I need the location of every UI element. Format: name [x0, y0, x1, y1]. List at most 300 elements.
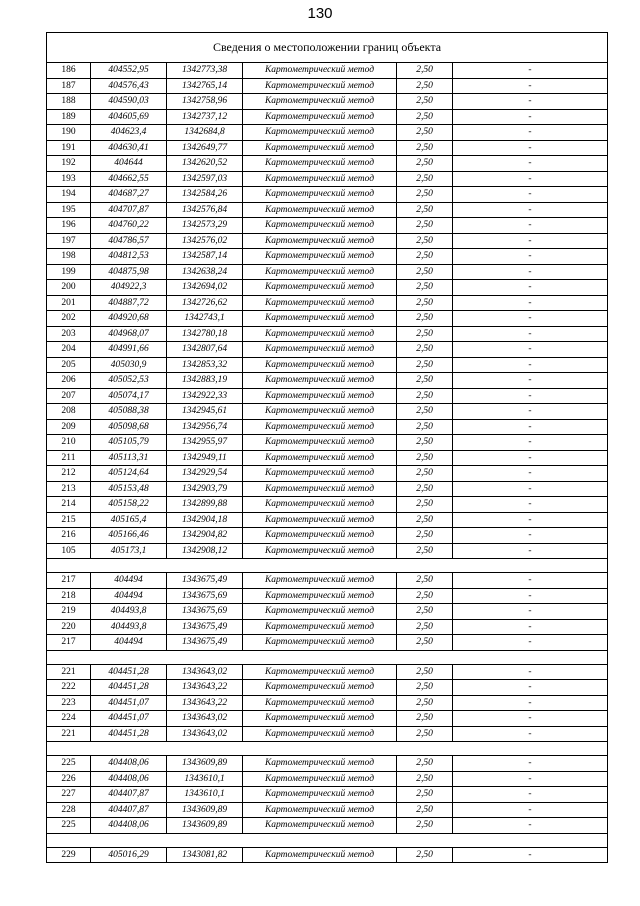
note-cell: -	[453, 342, 608, 358]
table-row	[47, 388, 608, 404]
y-coordinate-cell: 1342587,14	[167, 249, 243, 265]
point-number-cell: 207	[47, 388, 91, 404]
table-row	[47, 787, 608, 803]
accuracy-cell: 2,50	[397, 680, 453, 696]
accuracy-cell: 2,50	[397, 109, 453, 125]
note-cell: -	[453, 295, 608, 311]
y-coordinate-cell: 1343675,69	[167, 604, 243, 620]
table-row	[47, 802, 608, 818]
x-coordinate-cell: 404662,55	[91, 171, 167, 187]
accuracy-cell: 2,50	[397, 419, 453, 435]
x-coordinate-cell: 404623,4	[91, 125, 167, 141]
table-row	[47, 342, 608, 358]
x-coordinate-cell: 404494	[91, 588, 167, 604]
method-cell: Картометрический метод	[243, 373, 397, 389]
y-coordinate-cell: 1342922,33	[167, 388, 243, 404]
point-number-cell: 224	[47, 711, 91, 727]
point-number-cell: 228	[47, 802, 91, 818]
note-cell: -	[453, 63, 608, 79]
note-cell: -	[453, 202, 608, 218]
note-cell: -	[453, 543, 608, 559]
accuracy-cell: 2,50	[397, 264, 453, 280]
x-coordinate-cell: 404887,72	[91, 295, 167, 311]
accuracy-cell: 2,50	[397, 171, 453, 187]
point-number-cell: 198	[47, 249, 91, 265]
table-row	[47, 543, 608, 559]
accuracy-cell: 2,50	[397, 140, 453, 156]
y-coordinate-cell: 1342765,14	[167, 78, 243, 94]
point-number-cell: 208	[47, 404, 91, 420]
table-title: Сведения о местоположении границ объекта	[47, 33, 608, 63]
accuracy-cell: 2,50	[397, 156, 453, 172]
y-coordinate-cell: 1342737,12	[167, 109, 243, 125]
y-coordinate-cell: 1342904,18	[167, 512, 243, 528]
x-coordinate-cell: 404407,87	[91, 802, 167, 818]
y-coordinate-cell: 1342726,62	[167, 295, 243, 311]
method-cell: Картометрический метод	[243, 264, 397, 280]
x-coordinate-cell: 405124,64	[91, 466, 167, 482]
method-cell: Картометрический метод	[243, 466, 397, 482]
method-cell: Картометрический метод	[243, 588, 397, 604]
x-coordinate-cell: 404786,57	[91, 233, 167, 249]
method-cell: Картометрический метод	[243, 528, 397, 544]
accuracy-cell: 2,50	[397, 94, 453, 110]
table-row	[47, 280, 608, 296]
note-cell: -	[453, 635, 608, 651]
x-coordinate-cell: 404687,27	[91, 187, 167, 203]
note-cell: -	[453, 481, 608, 497]
note-cell: -	[453, 388, 608, 404]
table-row	[47, 63, 608, 79]
point-number-cell: 225	[47, 818, 91, 834]
method-cell: Картометрический метод	[243, 435, 397, 451]
x-coordinate-cell: 404590,03	[91, 94, 167, 110]
point-number-cell: 226	[47, 771, 91, 787]
table-row	[47, 726, 608, 742]
y-coordinate-cell: 1342903,79	[167, 481, 243, 497]
point-number-cell: 212	[47, 466, 91, 482]
accuracy-cell: 2,50	[397, 711, 453, 727]
table-row	[47, 711, 608, 727]
accuracy-cell: 2,50	[397, 202, 453, 218]
accuracy-cell: 2,50	[397, 388, 453, 404]
point-number-cell: 209	[47, 419, 91, 435]
point-number-cell: 213	[47, 481, 91, 497]
x-coordinate-cell: 404644	[91, 156, 167, 172]
note-cell: -	[453, 233, 608, 249]
table-row	[47, 450, 608, 466]
method-cell: Картометрический метод	[243, 711, 397, 727]
x-coordinate-cell: 405074,17	[91, 388, 167, 404]
x-coordinate-cell: 404493,8	[91, 604, 167, 620]
y-coordinate-cell: 1342929,54	[167, 466, 243, 482]
y-coordinate-cell: 1343643,02	[167, 726, 243, 742]
y-coordinate-cell: 1342853,32	[167, 357, 243, 373]
point-number-cell: 215	[47, 512, 91, 528]
y-coordinate-cell: 1343081,82	[167, 847, 243, 863]
table-row	[47, 528, 608, 544]
method-cell: Картометрический метод	[243, 357, 397, 373]
method-cell: Картометрический метод	[243, 756, 397, 772]
note-cell: -	[453, 435, 608, 451]
note-cell: -	[453, 109, 608, 125]
x-coordinate-cell: 404875,98	[91, 264, 167, 280]
x-coordinate-cell: 405052,53	[91, 373, 167, 389]
accuracy-cell: 2,50	[397, 233, 453, 249]
table-row	[47, 635, 608, 651]
y-coordinate-cell: 1343609,89	[167, 802, 243, 818]
accuracy-cell: 2,50	[397, 78, 453, 94]
method-cell: Картометрический метод	[243, 171, 397, 187]
method-cell: Картометрический метод	[243, 156, 397, 172]
method-cell: Картометрический метод	[243, 94, 397, 110]
x-coordinate-cell: 404408,06	[91, 771, 167, 787]
y-coordinate-cell: 1343643,02	[167, 711, 243, 727]
group-separator-row	[47, 833, 608, 847]
accuracy-cell: 2,50	[397, 543, 453, 559]
accuracy-cell: 2,50	[397, 326, 453, 342]
note-cell: -	[453, 847, 608, 863]
x-coordinate-cell: 405166,46	[91, 528, 167, 544]
note-cell: -	[453, 771, 608, 787]
method-cell: Картометрический метод	[243, 818, 397, 834]
group-separator-row	[47, 650, 608, 664]
note-cell: -	[453, 140, 608, 156]
method-cell: Картометрический метод	[243, 419, 397, 435]
method-cell: Картометрический метод	[243, 695, 397, 711]
accuracy-cell: 2,50	[397, 125, 453, 141]
point-number-cell: 195	[47, 202, 91, 218]
method-cell: Картометрический метод	[243, 512, 397, 528]
y-coordinate-cell: 1342883,19	[167, 373, 243, 389]
x-coordinate-cell: 404493,8	[91, 619, 167, 635]
point-number-cell: 204	[47, 342, 91, 358]
method-cell: Картометрический метод	[243, 573, 397, 589]
point-number-cell: 217	[47, 573, 91, 589]
note-cell: -	[453, 604, 608, 620]
y-coordinate-cell: 1342904,82	[167, 528, 243, 544]
accuracy-cell: 2,50	[397, 604, 453, 620]
note-cell: -	[453, 695, 608, 711]
table-row	[47, 512, 608, 528]
y-coordinate-cell: 1342620,52	[167, 156, 243, 172]
method-cell: Картометрический метод	[243, 109, 397, 125]
note-cell: -	[453, 280, 608, 296]
table-row	[47, 94, 608, 110]
table-row	[47, 171, 608, 187]
note-cell: -	[453, 802, 608, 818]
method-cell: Картометрический метод	[243, 664, 397, 680]
method-cell: Картометрический метод	[243, 280, 397, 296]
x-coordinate-cell: 404920,68	[91, 311, 167, 327]
point-number-cell: 194	[47, 187, 91, 203]
method-cell: Картометрический метод	[243, 388, 397, 404]
table-row	[47, 233, 608, 249]
table-row	[47, 109, 608, 125]
note-cell: -	[453, 218, 608, 234]
table-row	[47, 664, 608, 680]
note-cell: -	[453, 588, 608, 604]
point-number-cell: 225	[47, 756, 91, 772]
point-number-cell: 229	[47, 847, 91, 863]
x-coordinate-cell: 404408,06	[91, 818, 167, 834]
table-row	[47, 604, 608, 620]
method-cell: Картометрический метод	[243, 249, 397, 265]
point-number-cell: 220	[47, 619, 91, 635]
point-number-cell: 197	[47, 233, 91, 249]
point-number-cell: 217	[47, 635, 91, 651]
accuracy-cell: 2,50	[397, 787, 453, 803]
x-coordinate-cell: 405173,1	[91, 543, 167, 559]
table-row	[47, 156, 608, 172]
table-row	[47, 125, 608, 141]
table-row	[47, 140, 608, 156]
method-cell: Картометрический метод	[243, 125, 397, 141]
x-coordinate-cell: 404922,3	[91, 280, 167, 296]
table-row	[47, 249, 608, 265]
y-coordinate-cell: 1342758,96	[167, 94, 243, 110]
point-number-cell: 191	[47, 140, 91, 156]
note-cell: -	[453, 497, 608, 513]
y-coordinate-cell: 1342945,61	[167, 404, 243, 420]
point-number-cell: 202	[47, 311, 91, 327]
point-number-cell: 187	[47, 78, 91, 94]
note-cell: -	[453, 326, 608, 342]
x-coordinate-cell: 404451,07	[91, 695, 167, 711]
note-cell: -	[453, 264, 608, 280]
x-coordinate-cell: 404451,28	[91, 664, 167, 680]
point-number-cell: 227	[47, 787, 91, 803]
y-coordinate-cell: 1343675,49	[167, 573, 243, 589]
method-cell: Картометрический метод	[243, 404, 397, 420]
method-cell: Картометрический метод	[243, 78, 397, 94]
note-cell: -	[453, 311, 608, 327]
group-separator-row	[47, 559, 608, 573]
accuracy-cell: 2,50	[397, 512, 453, 528]
note-cell: -	[453, 619, 608, 635]
x-coordinate-cell: 404991,66	[91, 342, 167, 358]
y-coordinate-cell: 1342807,64	[167, 342, 243, 358]
accuracy-cell: 2,50	[397, 63, 453, 79]
method-cell: Картометрический метод	[243, 63, 397, 79]
x-coordinate-cell: 405016,29	[91, 847, 167, 863]
point-number-cell: 190	[47, 125, 91, 141]
note-cell: -	[453, 664, 608, 680]
x-coordinate-cell: 405105,79	[91, 435, 167, 451]
table-row	[47, 680, 608, 696]
table-row	[47, 695, 608, 711]
accuracy-cell: 2,50	[397, 818, 453, 834]
x-coordinate-cell: 404760,22	[91, 218, 167, 234]
point-number-cell: 203	[47, 326, 91, 342]
table-row	[47, 295, 608, 311]
x-coordinate-cell: 404407,87	[91, 787, 167, 803]
x-coordinate-cell: 404707,87	[91, 202, 167, 218]
boundary-coordinates-table	[46, 32, 608, 863]
point-number-cell: 214	[47, 497, 91, 513]
note-cell: -	[453, 94, 608, 110]
table-row	[47, 264, 608, 280]
method-cell: Картометрический метод	[243, 604, 397, 620]
table-row	[47, 78, 608, 94]
method-cell: Картометрический метод	[243, 450, 397, 466]
y-coordinate-cell: 1342649,77	[167, 140, 243, 156]
accuracy-cell: 2,50	[397, 756, 453, 772]
page-number: 130	[307, 5, 333, 22]
accuracy-cell: 2,50	[397, 450, 453, 466]
note-cell: -	[453, 528, 608, 544]
method-cell: Картометрический метод	[243, 342, 397, 358]
note-cell: -	[453, 249, 608, 265]
accuracy-cell: 2,50	[397, 481, 453, 497]
accuracy-cell: 2,50	[397, 249, 453, 265]
point-number-cell: 186	[47, 63, 91, 79]
x-coordinate-cell: 404812,53	[91, 249, 167, 265]
x-coordinate-cell: 404630,41	[91, 140, 167, 156]
x-coordinate-cell: 404968,07	[91, 326, 167, 342]
table-row	[47, 756, 608, 772]
method-cell: Картометрический метод	[243, 326, 397, 342]
table-row	[47, 311, 608, 327]
method-cell: Картометрический метод	[243, 481, 397, 497]
y-coordinate-cell: 1343643,22	[167, 680, 243, 696]
x-coordinate-cell: 404494	[91, 635, 167, 651]
table-row	[47, 357, 608, 373]
table-row	[47, 573, 608, 589]
accuracy-cell: 2,50	[397, 497, 453, 513]
accuracy-cell: 2,50	[397, 847, 453, 863]
y-coordinate-cell: 1342955,97	[167, 435, 243, 451]
accuracy-cell: 2,50	[397, 664, 453, 680]
accuracy-cell: 2,50	[397, 802, 453, 818]
y-coordinate-cell: 1343643,02	[167, 664, 243, 680]
x-coordinate-cell: 405088,38	[91, 404, 167, 420]
table-row	[47, 466, 608, 482]
point-number-cell: 196	[47, 218, 91, 234]
accuracy-cell: 2,50	[397, 280, 453, 296]
point-number-cell: 216	[47, 528, 91, 544]
x-coordinate-cell: 404494	[91, 573, 167, 589]
point-number-cell: 192	[47, 156, 91, 172]
y-coordinate-cell: 1342780,18	[167, 326, 243, 342]
x-coordinate-cell: 404576,43	[91, 78, 167, 94]
y-coordinate-cell: 1342638,24	[167, 264, 243, 280]
table-row	[47, 187, 608, 203]
x-coordinate-cell: 405158,22	[91, 497, 167, 513]
group-separator-cell	[47, 742, 608, 756]
note-cell: -	[453, 450, 608, 466]
method-cell: Картометрический метод	[243, 140, 397, 156]
accuracy-cell: 2,50	[397, 573, 453, 589]
y-coordinate-cell: 1343610,1	[167, 771, 243, 787]
x-coordinate-cell: 405165,4	[91, 512, 167, 528]
table-row	[47, 619, 608, 635]
table-row	[47, 847, 608, 863]
table-row	[47, 497, 608, 513]
point-number-cell: 221	[47, 664, 91, 680]
point-number-cell: 206	[47, 373, 91, 389]
group-separator-row	[47, 742, 608, 756]
y-coordinate-cell: 1343610,1	[167, 787, 243, 803]
y-coordinate-cell: 1342949,11	[167, 450, 243, 466]
y-coordinate-cell: 1342773,38	[167, 63, 243, 79]
x-coordinate-cell: 404552,95	[91, 63, 167, 79]
y-coordinate-cell: 1342584,26	[167, 187, 243, 203]
table-row	[47, 435, 608, 451]
y-coordinate-cell: 1342573,29	[167, 218, 243, 234]
group-separator-cell	[47, 833, 608, 847]
x-coordinate-cell: 404605,69	[91, 109, 167, 125]
point-number-cell: 189	[47, 109, 91, 125]
table-row	[47, 481, 608, 497]
accuracy-cell: 2,50	[397, 187, 453, 203]
method-cell: Картометрический метод	[243, 771, 397, 787]
table-row	[47, 218, 608, 234]
y-coordinate-cell: 1343675,49	[167, 635, 243, 651]
note-cell: -	[453, 711, 608, 727]
point-number-cell: 200	[47, 280, 91, 296]
point-number-cell: 210	[47, 435, 91, 451]
table-row	[47, 404, 608, 420]
method-cell: Картометрический метод	[243, 187, 397, 203]
x-coordinate-cell: 404451,28	[91, 726, 167, 742]
group-separator-cell	[47, 650, 608, 664]
accuracy-cell: 2,50	[397, 342, 453, 358]
y-coordinate-cell: 1343609,89	[167, 756, 243, 772]
note-cell: -	[453, 726, 608, 742]
accuracy-cell: 2,50	[397, 635, 453, 651]
accuracy-cell: 2,50	[397, 295, 453, 311]
y-coordinate-cell: 1342908,12	[167, 543, 243, 559]
y-coordinate-cell: 1343643,22	[167, 695, 243, 711]
method-cell: Картометрический метод	[243, 847, 397, 863]
accuracy-cell: 2,50	[397, 528, 453, 544]
y-coordinate-cell: 1342597,03	[167, 171, 243, 187]
accuracy-cell: 2,50	[397, 726, 453, 742]
point-number-cell: 219	[47, 604, 91, 620]
note-cell: -	[453, 404, 608, 420]
y-coordinate-cell: 1342899,88	[167, 497, 243, 513]
y-coordinate-cell: 1343675,49	[167, 619, 243, 635]
accuracy-cell: 2,50	[397, 588, 453, 604]
point-number-cell: 193	[47, 171, 91, 187]
point-number-cell: 201	[47, 295, 91, 311]
method-cell: Картометрический метод	[243, 295, 397, 311]
method-cell: Картометрический метод	[243, 635, 397, 651]
note-cell: -	[453, 171, 608, 187]
point-number-cell: 199	[47, 264, 91, 280]
point-number-cell: 223	[47, 695, 91, 711]
y-coordinate-cell: 1342684,8	[167, 125, 243, 141]
table-row	[47, 326, 608, 342]
note-cell: -	[453, 512, 608, 528]
table-row	[47, 419, 608, 435]
x-coordinate-cell: 405098,68	[91, 419, 167, 435]
accuracy-cell: 2,50	[397, 695, 453, 711]
method-cell: Картометрический метод	[243, 619, 397, 635]
x-coordinate-cell: 405113,31	[91, 450, 167, 466]
method-cell: Картометрический метод	[243, 311, 397, 327]
table-row	[47, 588, 608, 604]
accuracy-cell: 2,50	[397, 357, 453, 373]
group-separator-cell	[47, 559, 608, 573]
point-number-cell: 218	[47, 588, 91, 604]
y-coordinate-cell: 1343675,69	[167, 588, 243, 604]
x-coordinate-cell: 405030,9	[91, 357, 167, 373]
accuracy-cell: 2,50	[397, 435, 453, 451]
note-cell: -	[453, 125, 608, 141]
accuracy-cell: 2,50	[397, 373, 453, 389]
